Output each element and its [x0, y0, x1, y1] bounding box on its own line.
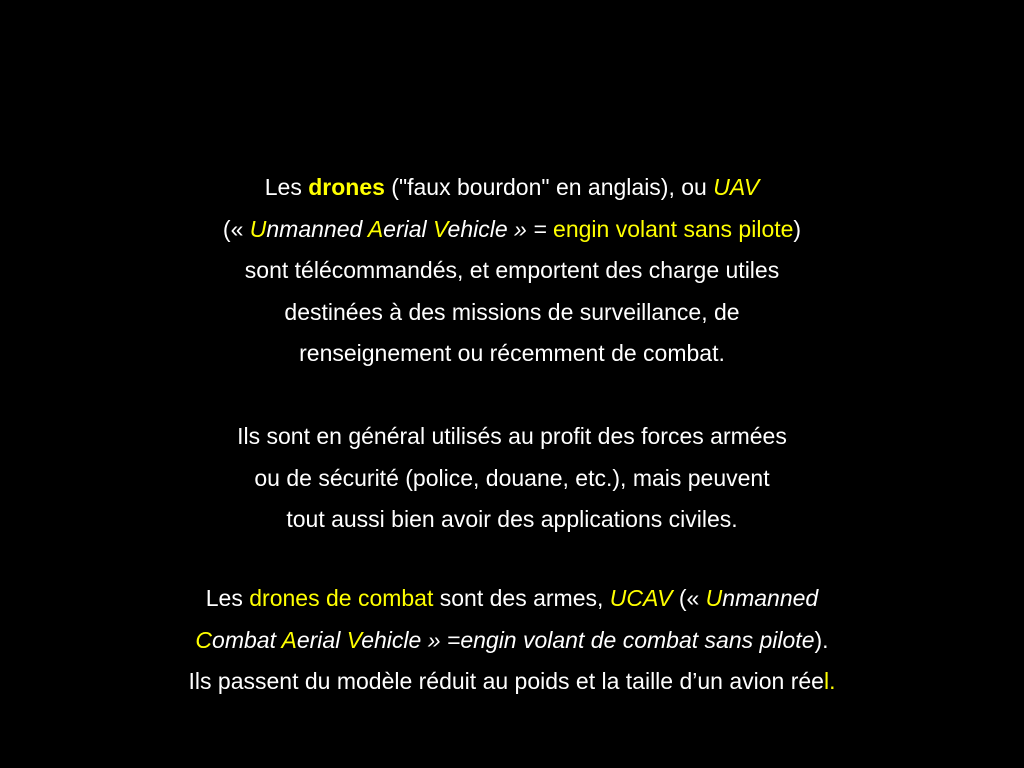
text-run: ehicle » =engin volant de combat sans pilote [361, 626, 815, 653]
text-run: ). [814, 626, 829, 653]
text-run: erial [383, 215, 434, 242]
paragraph-usage [0, 416, 1024, 541]
text-run: nmanned [266, 215, 368, 242]
text-line: sont télécommandés, et emportent des charge utiles [244, 257, 780, 283]
paragraph-combat-drones [0, 578, 1024, 703]
highlight-letter-v: V [346, 626, 362, 653]
highlight-letter-v: V [433, 215, 448, 242]
text-line: ou de sécurité (police, douane, etc.), mais peuvent [254, 464, 770, 491]
text-line: Ils sont en général utilisés au profit des forces armées [237, 423, 787, 449]
highlight-letter-u: U [705, 585, 723, 611]
text-line: tout aussi bien avoir des applications civiles. [286, 506, 738, 532]
text-line: renseignement ou récemment de combat. [299, 340, 725, 366]
text-line [0, 578, 1024, 620]
text-line [0, 209, 1024, 251]
text-run: sont des armes, [433, 585, 610, 611]
highlight-letter-c: C [195, 626, 213, 653]
highlight-drones: drones [308, 174, 385, 200]
highlight-ucav: UCAV [609, 585, 673, 611]
highlight-uav: UAV [713, 174, 760, 200]
highlight-final-letter: l. [823, 668, 836, 694]
text-run: Les [264, 174, 309, 200]
text-line [0, 167, 1024, 209]
highlight-letter-u: U [249, 215, 267, 242]
text-run: (« [222, 215, 250, 242]
text-run: ehicle » = [447, 215, 554, 242]
text-run: ("faux bourdon" en anglais), ou [384, 174, 714, 200]
paragraph-drones-definition [0, 167, 1024, 375]
text-run: Les [205, 585, 250, 611]
text-run: (« [672, 585, 706, 611]
text-run: ) [793, 215, 802, 242]
highlight-drones-de-combat: drones de combat [249, 585, 434, 611]
text-run: erial [296, 626, 347, 653]
text-run: Ils passent du modèle réduit au poids et la taille d’un avion rée [188, 668, 824, 694]
text-line: destinées à des missions de surveillance, de [284, 298, 740, 325]
text-run: nmanned [722, 585, 819, 611]
highlight-letter-a: A [281, 626, 297, 653]
text-line [0, 661, 1024, 703]
highlight-letter-a: A [367, 215, 384, 242]
text-line [0, 620, 1024, 662]
highlight-engin-volant: engin volant sans pilote [553, 215, 794, 242]
text-run: ombat [212, 626, 282, 653]
